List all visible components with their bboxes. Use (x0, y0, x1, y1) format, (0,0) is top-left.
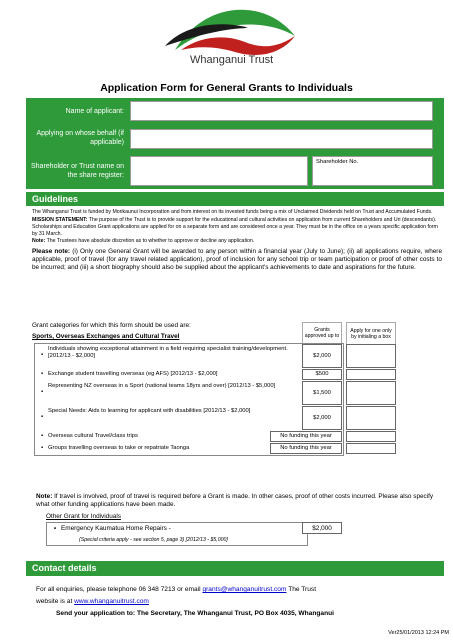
bullet-icon: ▪ (40, 433, 44, 439)
contact-heading (26, 561, 444, 576)
behalf-label: Applying on whose behalf (if applicable) (36, 130, 124, 146)
grant-item-text: Individuals showing exceptional attainment in a field requiring specialist training/development. [2012/13 - $2,000] (48, 346, 288, 359)
grant-amount: $2,000 (302, 406, 342, 430)
grants-intro: Grant categories for which this form should be used are: (32, 322, 191, 329)
bullet-icon: ▪ (40, 445, 44, 451)
grant-amount: $500 (302, 369, 342, 380)
name-field[interactable] (130, 101, 433, 121)
kaumatua-amount: $2,000 (302, 522, 342, 534)
send-application-text: Send your application to: The Secretary, The Whanganui Trust, PO Box 4035, Whanganui (56, 610, 334, 617)
grant-item-text: Representing NZ overseas in a Sport (national teams 18yrs and over) [2012/13 - $5,000] (48, 383, 276, 389)
shareholder-label: Shareholder or Trust name on the share register: (31, 163, 124, 179)
guidelines-heading (26, 192, 444, 206)
grant-item-text: Overseas cultural Travel/class trips (48, 433, 138, 439)
apply-initial-box[interactable] (346, 381, 396, 405)
kaumatua-text: Emergency Kaumatua Home Repairs - (61, 525, 171, 532)
grant-row (36, 382, 298, 404)
email-link[interactable]: grants@whanganuitrust.com (202, 586, 287, 593)
guidelines-body (32, 209, 442, 273)
grant-item-text: Exchange student travelling overseas (eg AFS) [2012/13 - $2,000] (48, 371, 218, 377)
grant-row (36, 433, 298, 440)
grant-amount: No funding this year (270, 431, 342, 442)
apply-initial-box[interactable] (346, 443, 396, 454)
grants-category-heading: Sports, Overseas Exchanges and Cultural Travel (32, 333, 180, 340)
mission-statement: MISSION STATEMENT: The purpose of the Trust is to provide support for the educational and cultural activities on application from current Shareholders and Uri (descendants). (32, 216, 437, 223)
shareholder-no-field[interactable] (312, 156, 433, 186)
kaumatua-row (46, 522, 308, 546)
grant-row (36, 345, 298, 367)
contact-line-1: For all enquiries, please telephone 06 348 7213 or email grants@whanganuitrust.com The Trust (36, 586, 317, 593)
apply-initial-box[interactable] (346, 369, 396, 380)
behalf-field[interactable] (130, 129, 433, 149)
grant-row (36, 371, 298, 378)
applicant-form (26, 98, 444, 189)
grant-row (36, 445, 298, 452)
apply-initial-box[interactable] (346, 431, 396, 442)
apply-column-header: Apply for one only by initialing a box (346, 322, 396, 346)
grant-item-text: Special Needs: Aids to learning for applicant with disabilities [2012/13 - $2,000] (48, 408, 251, 414)
travel-note: Note: If travel is involved, proof of travel is required before a Grant is made. In other cases, proof of other costs incurred. Please also specify what other funding applications have been made. (36, 493, 434, 509)
guidelines-p3: Scholarships and Education Grant applications are applied for on a separate form and are considered once a year. They must be in the office on a years specific application form by 31 March. (32, 224, 438, 237)
bullet-icon: ▪ (40, 414, 44, 420)
bullet-icon: ▪ (40, 371, 44, 377)
grant-amount: $2,000 (302, 344, 342, 368)
apply-initial-box[interactable] (346, 344, 396, 368)
guidelines-p1: The Whanganui Trust is funded by Morikaunui Incorporation and from interest on its invested funds being a mix of Unclaimed Dividends held on Trust and Accumulated Funds. (32, 209, 433, 215)
name-label: Name of applicant: (65, 108, 124, 115)
logo (145, 6, 315, 72)
logo-text: Whanganui Trust (190, 54, 274, 66)
website-link[interactable]: www.whanganuitrust.com (74, 598, 149, 605)
apply-initial-box[interactable] (346, 406, 396, 430)
shareholder-no-label: Shareholder No. (316, 159, 359, 165)
grant-item-text: Groups travelling overseas to take or repatriate Taonga (48, 445, 190, 451)
bullet-icon: ▪ (40, 352, 44, 358)
other-grant-heading: Other Grant for Individuals (46, 513, 121, 520)
kaumatua-sub: (Special criteria apply - see section 5, page 3) [2012/13 - $5,000] (79, 537, 228, 543)
shareholder-name-field[interactable] (130, 156, 308, 186)
grants-column-header: Grants approved up to (302, 322, 342, 344)
bullet-icon: ▪ (53, 525, 57, 532)
bullet-icon: ▪ (40, 389, 44, 395)
page-title: Application Form for General Grants to Individuals (100, 82, 353, 94)
version-stamp: Ver25/01/2013 12:24 PM (388, 630, 449, 636)
contact-line-2: website is at www.whanganuitrust.com (36, 598, 149, 605)
contact-heading-text: Contact details (32, 563, 97, 573)
grant-amount: $1,500 (302, 381, 342, 405)
please-note: Please note: (i) Only one General Grant will be awarded to any person within a financial year (July to June); (ii) all applications require, where applicable, proof of travel (for any travel related application), proof of inclusion for any school trip or team participation or proof of other costs to be incurred; and (iii) a short biography should also be supplied about the applicant's achievements to date and aspirations for the future. (32, 247, 442, 272)
guidelines-heading-text: Guidelines (32, 194, 79, 204)
trustees-note: Note: The Trustees have absolute discretion as to whether to approve or decline any application. (32, 238, 255, 245)
grant-row (36, 407, 298, 429)
grant-amount: No funding this year (270, 443, 342, 454)
